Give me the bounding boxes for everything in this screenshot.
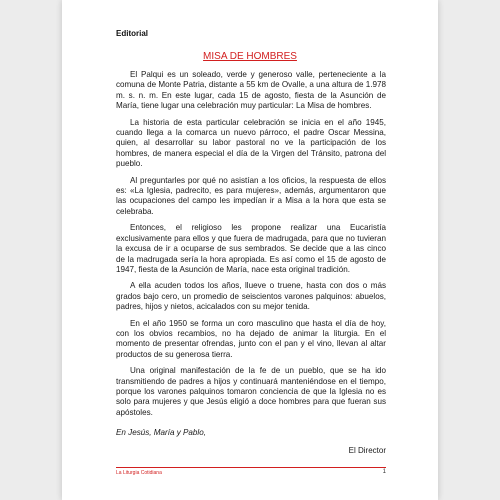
paragraph-4: Entonces, el religioso les propone realizar una Eucaristía exclusivamente para ellos y que fuera de madrugada, para que no tuvieran la excusa de ir a ocuparse de sus sembrados. Se decide que a las cinco de la madrugada sería la hora apropiada. Es así como el 15 de agosto de 1947, fiesta de la Asunción de María, nace esta original tradición. bbox=[116, 223, 386, 274]
paragraph-3: Al preguntarles por qué no asistían a los oficios, la respuesta de ellos es: «La Iglesia, padrecito, es para mujeres», además, argumentaron que las ocupaciones del campo les impedían ir a Misa a la hora que esta se celebraba. bbox=[116, 175, 386, 216]
closing-line: En Jesús, María y Pablo, bbox=[116, 428, 206, 438]
paragraph-7: Una original manifestación de la fe de un pueblo, que se ha ido transmitiendo de padres a hijos y continuará manteniéndose en el tiempo, porque los varones palquinos tomaron conciencia de que la Iglesia no es solo para mujeres y que Jesús eligió a doce hombres para que fueran sus apóstoles. bbox=[116, 366, 386, 417]
document-page bbox=[62, 0, 438, 500]
paragraph-5: A ella acuden todos los años, llueve o truene, hasta con dos o más grados bajo cero, un promedio de seiscientos varones palquinos: abuelos, padres, hijos y nietos, acicalados con su mejor tenida. bbox=[116, 281, 386, 312]
paragraph-1: El Palqui es un soleado, verde y generoso valle, perteneciente a la comuna de Monte Patria, distante a 55 km de Ovalle, a una altura de 1.978 m. s. n. m. En este lugar, cada 15 de agosto, fiesta de la Asunción de María, tiene lugar una celebración muy particular: La Misa de hombres. bbox=[116, 70, 386, 111]
section-label: Editorial bbox=[116, 29, 149, 38]
footer-publication: La Liturgia Cotidiana bbox=[116, 470, 162, 476]
page-number: 1 bbox=[382, 469, 386, 475]
article-title: MISA DE HOMBRES bbox=[203, 51, 297, 62]
footer-divider bbox=[116, 467, 386, 468]
paragraph-6: En el año 1950 se forma un coro masculino que hasta el día de hoy, con los obvios recambios, no ha dejado de animar la liturgia. En el momento de presentar ofrendas, junto con el pan y el vino, llevan al altar productos de su generosa tierra. bbox=[116, 318, 386, 359]
article-body bbox=[116, 70, 386, 445]
signature: El Director bbox=[348, 446, 386, 455]
paragraph-2: La historia de esta particular celebración se inicia en el año 1945, cuando llega a la comarca un nuevo párroco, el padre Oscar Messina, quien, al desarrollar su labor pastoral no ve la participación de los hombres, de manera especial el día de la Virgen del Tránsito, patrona del pueblo. bbox=[116, 117, 386, 169]
